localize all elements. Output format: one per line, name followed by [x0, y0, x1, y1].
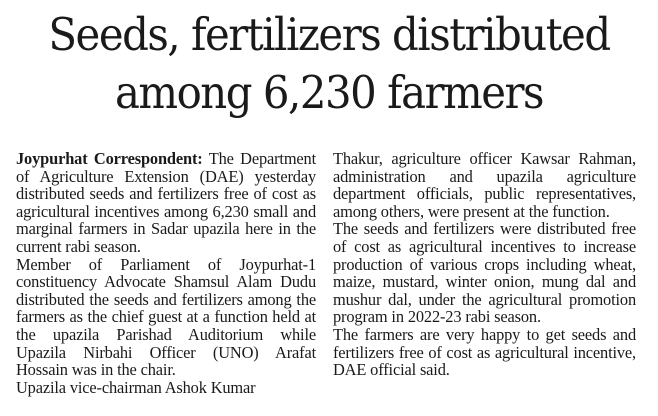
article-paragraph: Thakur, agriculture officer Kawsar Rahman, administration and upazila agriculture department officials, public representatives, among others, were present at the function. [333, 149, 636, 221]
headline-line-2: among 6,230 farmers [114, 66, 544, 119]
article-paragraph: Upazila vice-chairman Ashok Kumar [16, 377, 256, 397]
article-column-left [16, 150, 316, 396]
article-column-right [333, 150, 636, 379]
headline-line-1: Seeds, fertilizers distributed [48, 8, 610, 61]
byline: Joypurhat Correspondent: [16, 149, 203, 168]
article-paragraph [16, 150, 316, 256]
article-paragraph-text: The Department of Agriculture Extension (DAE) yesterday distributed seeds and fertilizers free of cost as agricultural incentives among 6,230 small and marginal farmers in Sadar upazila here in the current rabi season. [16, 149, 317, 256]
article-paragraph: The seeds and fertilizers were distributed free of cost as agricultural incentives to increase production of various crops including wheat, maize, mustard, winter onion, mung dal and mushur dal, under the agricultural promotion program in 2022-23 rabi season. [333, 219, 636, 327]
article-paragraph: The farmers are very happy to get seeds and fertilizers free of cost as agricultural incentive, DAE official said. [333, 324, 636, 380]
article-paragraph: Member of Parliament of Joypurhat-1 constituency Advocate Shamsul Alam Dudu distributed the seeds and fertilizers among the farmers as the chief guest at a function held at the upazila Parishad Auditorium while Upazila Nirbahi Officer (UNO) Arafat Hossain was in the chair. [16, 254, 316, 380]
headline [23, 6, 635, 122]
